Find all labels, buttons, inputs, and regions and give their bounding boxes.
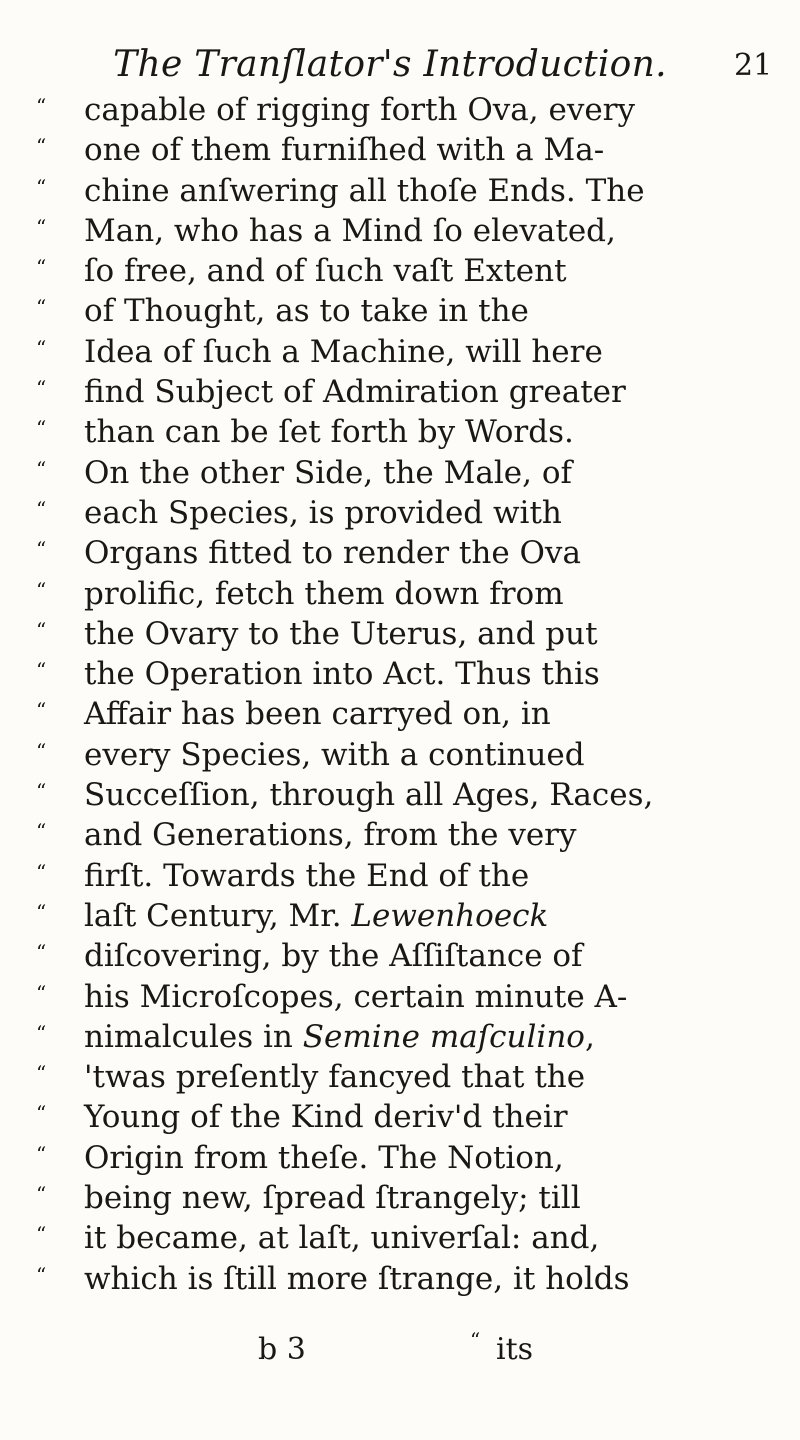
quote-mark: “ [36, 1061, 47, 1086]
line-text [84, 1218, 599, 1258]
quote-mark: “ [36, 537, 47, 562]
text-line [36, 493, 756, 533]
quote-mark: “ [36, 1262, 47, 1287]
quote-mark: “ [36, 779, 47, 804]
text-line [36, 1218, 756, 1258]
text-line [36, 936, 756, 976]
line-trailing-text: , [584, 1018, 595, 1055]
line-roman-text: firſt. Towards the End of the [84, 857, 530, 894]
line-text [84, 332, 603, 372]
line-roman-text: of Thought, as to take in the [84, 293, 529, 330]
line-text [84, 614, 598, 654]
text-line [36, 977, 756, 1017]
text-line [36, 896, 756, 936]
text-line [36, 694, 756, 734]
line-text [84, 1138, 564, 1178]
quote-mark: “ [36, 94, 47, 118]
quote-mark: “ [36, 1101, 47, 1126]
quote-mark: “ [36, 174, 47, 199]
line-text [84, 977, 627, 1017]
text-line [36, 856, 756, 896]
text-line [36, 533, 756, 573]
signature-mark: b 3 [258, 1332, 306, 1367]
page-number: 21 [734, 48, 773, 83]
page-footer [0, 1328, 800, 1372]
line-roman-text: being new, ſpread ſtrangely; till [84, 1180, 581, 1217]
line-roman-text: his Microſcopes, certain minute A- [84, 978, 628, 1015]
quote-mark: “ [36, 617, 47, 642]
text-line [36, 130, 756, 170]
text-line [36, 171, 756, 211]
line-text [84, 211, 616, 251]
line-roman-text: which is ſtill more ſtrange, it holds [84, 1260, 630, 1297]
line-text [84, 735, 585, 775]
line-text [84, 654, 600, 694]
quote-mark: “ [36, 1020, 47, 1045]
line-text [84, 412, 574, 452]
line-roman-text: and Generations, from the very [84, 817, 577, 854]
line-roman-text: than can be ſet forth by Words. [84, 414, 574, 451]
line-roman-text: every Species, with a continued [84, 736, 585, 773]
line-roman-text: Origin from theſe. The Notion, [84, 1139, 564, 1176]
line-text [84, 574, 564, 614]
quote-mark: “ [36, 1182, 47, 1207]
text-line [36, 614, 756, 654]
quote-mark: “ [36, 577, 47, 602]
line-text [84, 90, 635, 130]
line-text [84, 372, 626, 412]
line-text [84, 856, 529, 896]
text-line [36, 211, 756, 251]
quote-mark: “ [36, 416, 47, 441]
line-roman-text: 'twas preſently fancyed that the [84, 1059, 586, 1096]
quote-mark: “ [36, 859, 47, 884]
text-line [36, 654, 756, 694]
line-roman-text: ſo free, and of ſuch vaſt Extent [84, 253, 567, 290]
quote-mark: “ [36, 295, 47, 320]
line-roman-text: it became, at laſt, univerſal: and, [84, 1220, 600, 1257]
text-line [36, 1097, 756, 1137]
text-line [36, 815, 756, 855]
line-text [84, 453, 572, 493]
line-text [84, 171, 645, 211]
line-text [84, 1178, 581, 1218]
line-italic-text: Semine maſculino [302, 1018, 585, 1055]
quote-mark: “ [36, 899, 47, 924]
text-line [36, 453, 756, 493]
text-line [36, 574, 756, 614]
line-text [84, 775, 653, 815]
text-line [36, 372, 756, 412]
line-roman-text: On the other Side, the Male, of [84, 454, 572, 491]
quote-mark: “ [36, 496, 47, 521]
quote-mark: “ [36, 134, 47, 159]
line-roman-text: each Species, is provided with [84, 494, 562, 531]
text-line [36, 412, 756, 452]
line-roman-text: Affair has been carryed on, in [84, 696, 551, 733]
catchword: its [496, 1332, 534, 1367]
text-line [36, 1178, 756, 1218]
quote-mark: “ [36, 376, 47, 401]
quote-mark: “ [36, 940, 47, 965]
line-roman-text: laſt Century, Mr. [84, 897, 352, 934]
quote-mark: “ [36, 214, 47, 239]
quote-mark: “ [36, 1222, 47, 1247]
line-roman-text: diſcovering, by the Aſſiſtance of [84, 938, 583, 975]
line-text [84, 936, 583, 976]
text-line [36, 1259, 756, 1299]
text-line [36, 735, 756, 775]
line-text [84, 130, 604, 170]
line-text [84, 694, 551, 734]
quote-mark: “ [36, 819, 47, 844]
text-line [36, 291, 756, 331]
line-text [84, 1017, 595, 1057]
line-text [84, 533, 581, 573]
text-line [36, 332, 756, 372]
body-text [36, 90, 756, 1299]
text-line [36, 90, 756, 130]
line-text [84, 291, 529, 331]
quote-mark: “ [36, 698, 47, 723]
line-text [84, 251, 567, 291]
line-roman-text: one of them furniſhed with a Ma- [84, 132, 605, 169]
line-roman-text: chine anſwering all thoſe Ends. The [84, 172, 645, 209]
line-text [84, 1057, 585, 1097]
quote-mark: “ [36, 738, 47, 763]
line-text [84, 815, 577, 855]
quote-mark: “ [36, 980, 47, 1005]
line-roman-text: Young of the Kind deriv'd their [84, 1099, 568, 1136]
line-roman-text: Organs fitted to render the Ova [84, 535, 581, 572]
line-roman-text: find Subject of Admiration greater [84, 374, 626, 411]
line-roman-text: capable of rigging forth Ova, every [84, 92, 636, 128]
line-italic-text: Lewenhoeck [351, 897, 549, 934]
line-text [84, 493, 562, 533]
quote-mark: “ [36, 255, 47, 280]
quote-mark: “ [36, 456, 47, 481]
line-roman-text: Idea of ſuch a Machine, will here [84, 333, 603, 370]
text-line [36, 1057, 756, 1097]
quote-mark: “ [36, 658, 47, 683]
line-roman-text: prolific, fetch them down from [84, 575, 564, 612]
line-text [84, 1259, 630, 1299]
catchword-quote-mark: “ [470, 1328, 481, 1352]
text-line [36, 251, 756, 291]
running-head: The Tranſlator's Introduction. [113, 44, 667, 85]
text-line [36, 1017, 756, 1057]
quote-mark: “ [36, 335, 47, 360]
line-roman-text: nimalcules in [84, 1018, 303, 1055]
line-roman-text: Succeſſion, through all Ages, Races, [84, 777, 654, 814]
line-text [84, 896, 548, 936]
text-line [36, 775, 756, 815]
quote-mark: “ [36, 1141, 47, 1166]
text-line [36, 1138, 756, 1178]
line-roman-text: the Ovary to the Uterus, and put [84, 615, 598, 652]
line-roman-text: the Operation into Act. Thus this [84, 656, 600, 693]
line-roman-text: Man, who has a Mind ſo elevated, [84, 212, 616, 249]
line-text [84, 1097, 568, 1137]
